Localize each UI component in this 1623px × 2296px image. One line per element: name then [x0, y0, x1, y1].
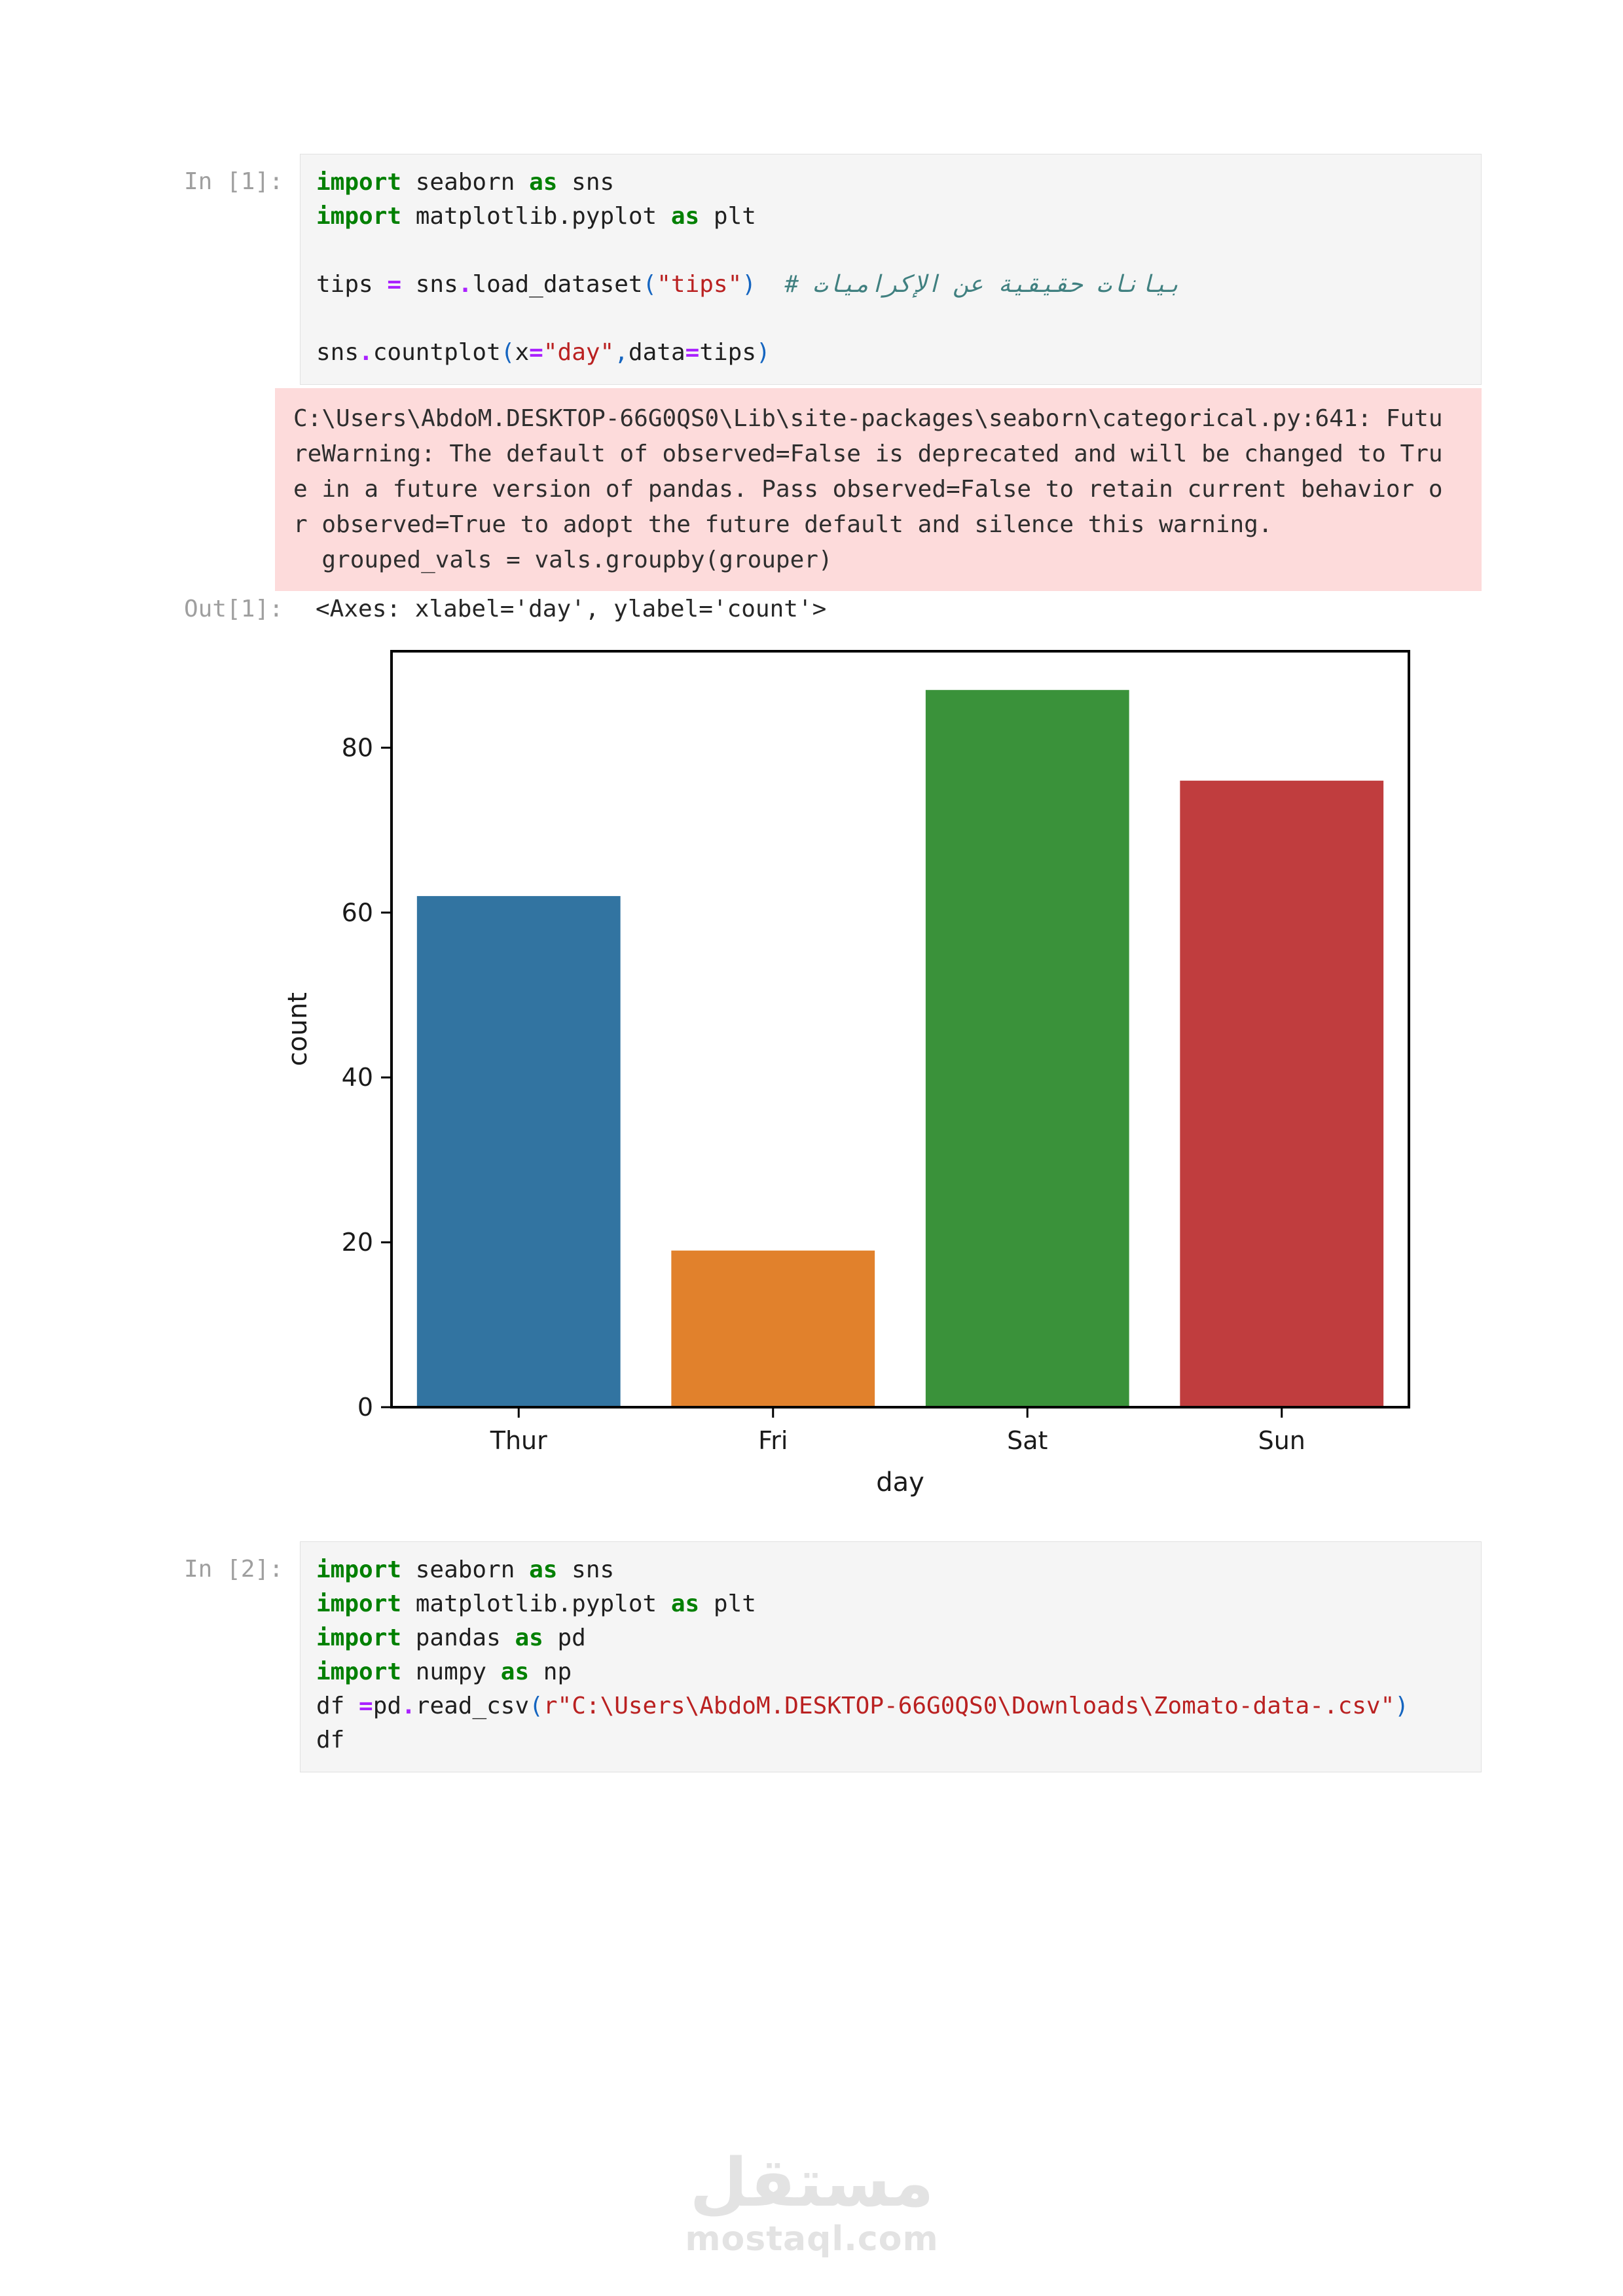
code-line: import seaborn as sns	[316, 1556, 615, 1583]
stderr-line: C:\Users\AbdoM.DESKTOP-66G0QS0\Lib\site-packages\seaborn\categorical.py:641: Futu	[293, 405, 1443, 432]
input-prompt-1: In [1]:	[184, 168, 283, 195]
stderr-line: e in a future version of pandas. Pass observed=False to retain current behavior o	[293, 476, 1443, 503]
code-line: import matplotlib.pyplot as plt	[316, 1590, 756, 1617]
y-tick-label: 20	[341, 1228, 373, 1257]
code-cell-2[interactable]	[300, 1541, 1482, 1772]
code-line: import numpy as np	[316, 1659, 572, 1685]
x-axis-label: day	[876, 1467, 924, 1498]
y-axis-label: count	[283, 992, 313, 1066]
bar-sun	[1180, 781, 1383, 1407]
code-line: tips = sns.load_dataset("tips") # بيانات حقيقية عن الإكراميات	[316, 271, 1182, 298]
code-line: df =pd.read_csv(r"C:\Users\AbdoM.DESKTOP-66G0QS0\Downloads\Zomato-data-.csv")	[316, 1693, 1409, 1719]
code-line: import seaborn as sns	[316, 169, 615, 196]
bar-thur	[417, 896, 621, 1407]
input-prompt-2: In [2]:	[184, 1556, 283, 1583]
x-tick-label: Thur	[490, 1426, 547, 1455]
code-line: sns.countplot(x="day",data=tips)	[316, 339, 771, 366]
x-tick-label: Fri	[758, 1426, 788, 1455]
bar-sat	[926, 690, 1129, 1407]
x-tick-label: Sun	[1258, 1426, 1305, 1455]
stderr-line: r observed=True to adopt the future default and silence this warning.	[293, 511, 1273, 538]
y-tick-label: 40	[341, 1063, 373, 1092]
output-prompt-1: Out[1]:	[184, 596, 283, 622]
y-tick-label: 60	[341, 898, 373, 927]
x-tick-label: Sat	[1007, 1426, 1048, 1455]
mostaql-logo: مستقل	[689, 2144, 934, 2222]
output-text-repr: <Axes: xlabel='day', ylabel='count'>	[316, 596, 827, 622]
stderr-line: reWarning: The default of observed=False is deprecated and will be changed to Tru	[293, 440, 1443, 467]
code-line: df	[316, 1727, 345, 1753]
mostaql-domain-text: mostaql.com	[685, 2219, 939, 2259]
y-tick-label: 0	[357, 1393, 373, 1422]
code-line: import matplotlib.pyplot as plt	[316, 203, 756, 230]
mostaql-watermark	[648, 2144, 976, 2259]
bar-fri	[671, 1251, 875, 1407]
y-tick-label: 80	[341, 733, 373, 762]
code-line: import pandas as pd	[316, 1624, 586, 1651]
stderr-line: grouped_vals = vals.groupby(grouper)	[293, 547, 833, 573]
